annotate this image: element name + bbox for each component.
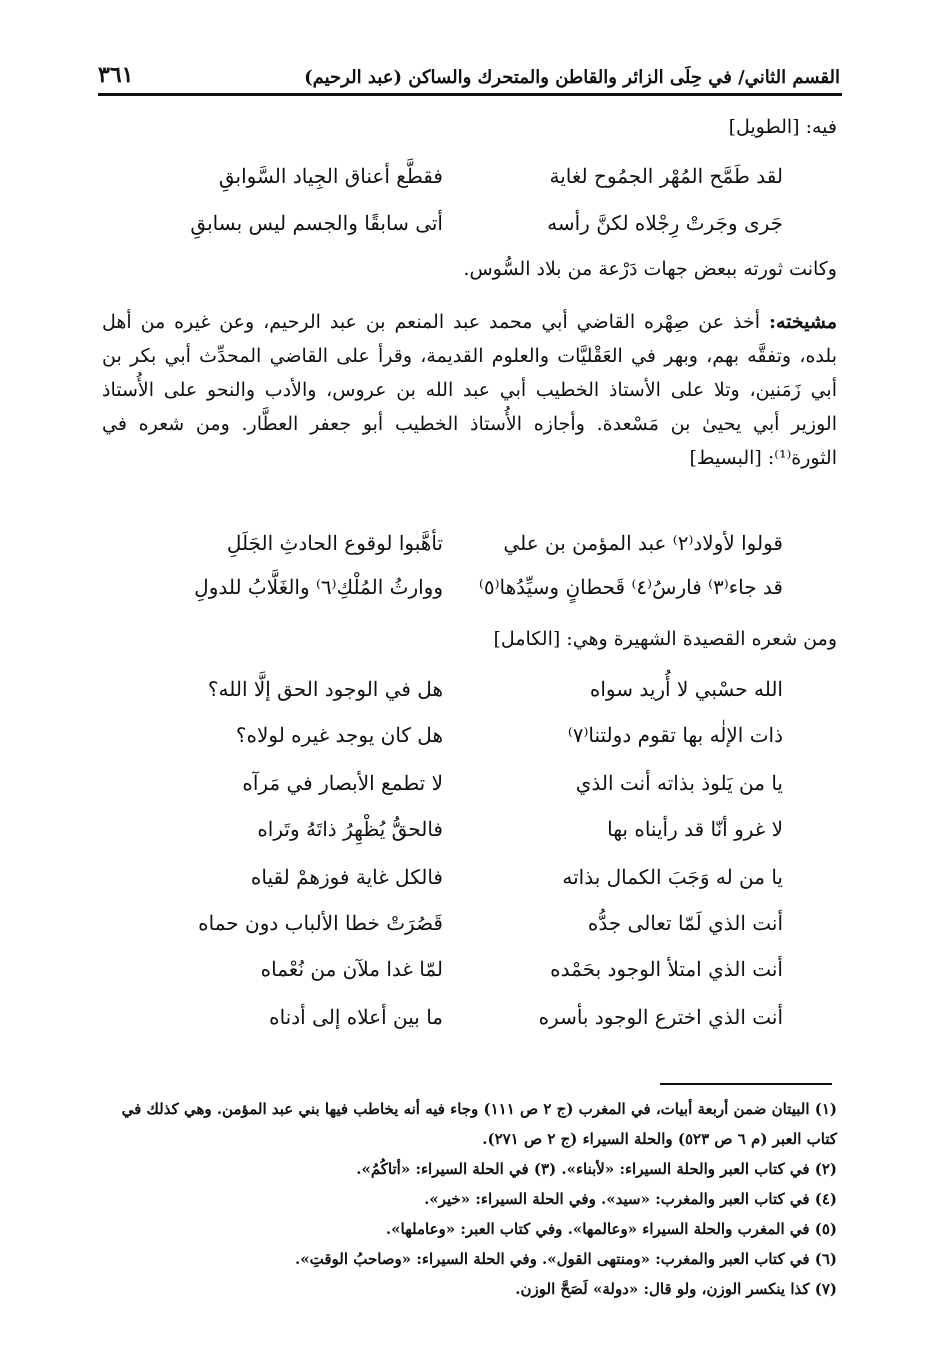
verse-hemistich-first: جَرى وجَرتْ رِجْلاه لكنَّ رأسه <box>547 211 783 235</box>
footnote: (٤) في كتاب العبر والمغرب: «سيد». وفي الحلة السيراء: «خير». <box>424 1190 837 1208</box>
verse <box>143 202 783 244</box>
verse-hemistich-second: فالكل غاية فوزهمْ لقياه <box>250 865 443 889</box>
verse <box>143 996 783 1038</box>
verse-hemistich-first: أنت الذي لَمّا تعالى جدُّه <box>587 911 783 935</box>
verse-hemistich-first: لا غرو أنّا قد رأيناه بها <box>607 817 783 841</box>
verse-hemistich-first: الله حسْبي لا أُريد سواه <box>589 677 783 701</box>
verse-hemistich-second: أتى سابقًا والجسم ليس بسابقِ <box>190 211 443 235</box>
verse-hemistich-first: قد جاء⁽٣⁾ فارسُ⁽٤⁾ قَحطانٍ وسيِّدُها⁽٥⁾ <box>478 575 783 599</box>
verse-hemistich-second: هل في الوجود الحق إلَّا الله؟ <box>207 677 443 701</box>
page-number: ٣٦١ <box>98 62 134 88</box>
verse-hemistich-second: ما بين أعلاه إلى أدناه <box>269 1005 443 1029</box>
verse-hemistich-first: لقد طَمَّح المُهْر الجمُوح لغاية <box>549 164 783 188</box>
verse-hemistich-second: فالحقُّ يُظْهِرُ ذاتَهُ وتَراه <box>257 817 443 841</box>
verse-hemistich-first: يا من يَلوذ بذاته أنت الذي <box>575 771 783 795</box>
verse <box>143 856 783 898</box>
verse-hemistich-second: قَصُرَتْ خطا الألباب دون حماه <box>198 911 443 935</box>
verse-hemistich-first: أنت الذي امتلأ الوجود بحَمْده <box>550 957 783 981</box>
verse-hemistich-first: ذات الإلٰه بها تقوم دولتنا⁽٧⁾ <box>567 723 783 747</box>
footnote: (٦) في كتاب العبر والمغرب: «ومنتهى القول». وفي الحلة السيراء: «وصاحبُ الوقتِ». <box>295 1250 837 1268</box>
verse-hemistich-second: تأهَّبوا لوقوع الحادثِ الجَلَلِ <box>226 531 443 555</box>
verse <box>143 902 783 944</box>
footnote: (٢) في كتاب العبر والحلة السيراء: «لأبناء». (٣) في الحلة السيراء: «أتاكُمُ». <box>356 1160 837 1178</box>
verse-hemistich-first: أنت الذي اخترع الوجود بأسره <box>538 1005 783 1029</box>
mashyakha-label: مشيخته: <box>768 311 837 333</box>
verse-hemistich-second: لمّا غدا ملآن من نُعْماه <box>260 957 443 981</box>
verse-hemistich-second: لا تطمع الأبصار في مَرآه <box>242 771 443 795</box>
verse <box>143 522 783 564</box>
verse <box>143 808 783 850</box>
verse <box>143 566 783 608</box>
verse <box>143 155 783 197</box>
verse-hemistich-first: قولوا لأولاد⁽٢⁾ عبد المؤمن بن علي <box>503 531 783 555</box>
running-header <box>98 44 840 88</box>
verse <box>143 714 783 756</box>
verse-hemistich-second: فقطَّع أعناق الجِياد السَّوابقِ <box>218 164 443 188</box>
paragraph-mashyakha <box>102 305 837 475</box>
header-rule <box>98 93 842 96</box>
intro-kamil: ومن شعره القصيدة الشهيرة وهي: [الكامل] <box>493 628 837 650</box>
verse <box>143 668 783 710</box>
paragraph-revolt: وكانت ثورته ببعض جهات دَرْعة من بلاد السُّوس. <box>463 258 837 280</box>
verse-hemistich-second: ووارثُ المُلْكِ⁽٦⁾ والغَلَّابُ للدولِ <box>194 575 443 599</box>
header-title: القسم الثاني/ في حِلَى الزائر والقاطن والمتحرك والساكن (عبد الرحيم) <box>304 67 840 88</box>
verse-hemistich-second: هل كان يوجد غيره لولاه؟ <box>235 723 443 747</box>
verse-hemistich-first: يا من له وَجَبَ الكمال بذاته <box>562 865 783 889</box>
footnote-rule <box>660 1083 832 1085</box>
footnotes <box>97 1094 837 1304</box>
footnote: (٥) في المغرب والحلة السيراء «وعالمها». وفي كتاب العبر: «وعاملها». <box>385 1220 837 1238</box>
footnote: (١) البيتان ضمن أربعة أبيات، في المغرب (ج ٢ ص ١١١) وجاء فيه أنه يخاطب فيها بني عبد المؤمن. وهي كذلك في كتاب العبر (م ٦ ص ٥٢٣) والحلة السيراء (ج ٢ ص ٢٧١). <box>121 1100 837 1148</box>
verse <box>143 948 783 990</box>
intro-line: فيه: [الطويل] <box>728 116 837 138</box>
verse <box>143 762 783 804</box>
mashyakha-text: أخذ عن صِهْره القاضي أبي محمد عبد المنعم بن عبد الرحيم، وعن غيره من أهل بلده، وتفقَّه بهم، وبهر في العَقْليَّات والعلوم القديمة، وقرأ على القاضي المحدِّث أبي بكر بن أبي زَمَنين، وتلا على الأستاذ الخطيب أبي عبد الله بن عروس، والأدب والنحو على الأُستاذ الوزير أبي يحيىٰ بن مَسْعدة. وأجازه الأُستاذ الخطيب أبو جعفر العطَّار. ومن شعره في الثورة⁽¹⁾: [البسيط] <box>102 311 837 469</box>
footnote: (٧) كذا ينكسر الوزن، ولو قال: «دولة» لَصَحَّ الوزن. <box>515 1280 837 1298</box>
